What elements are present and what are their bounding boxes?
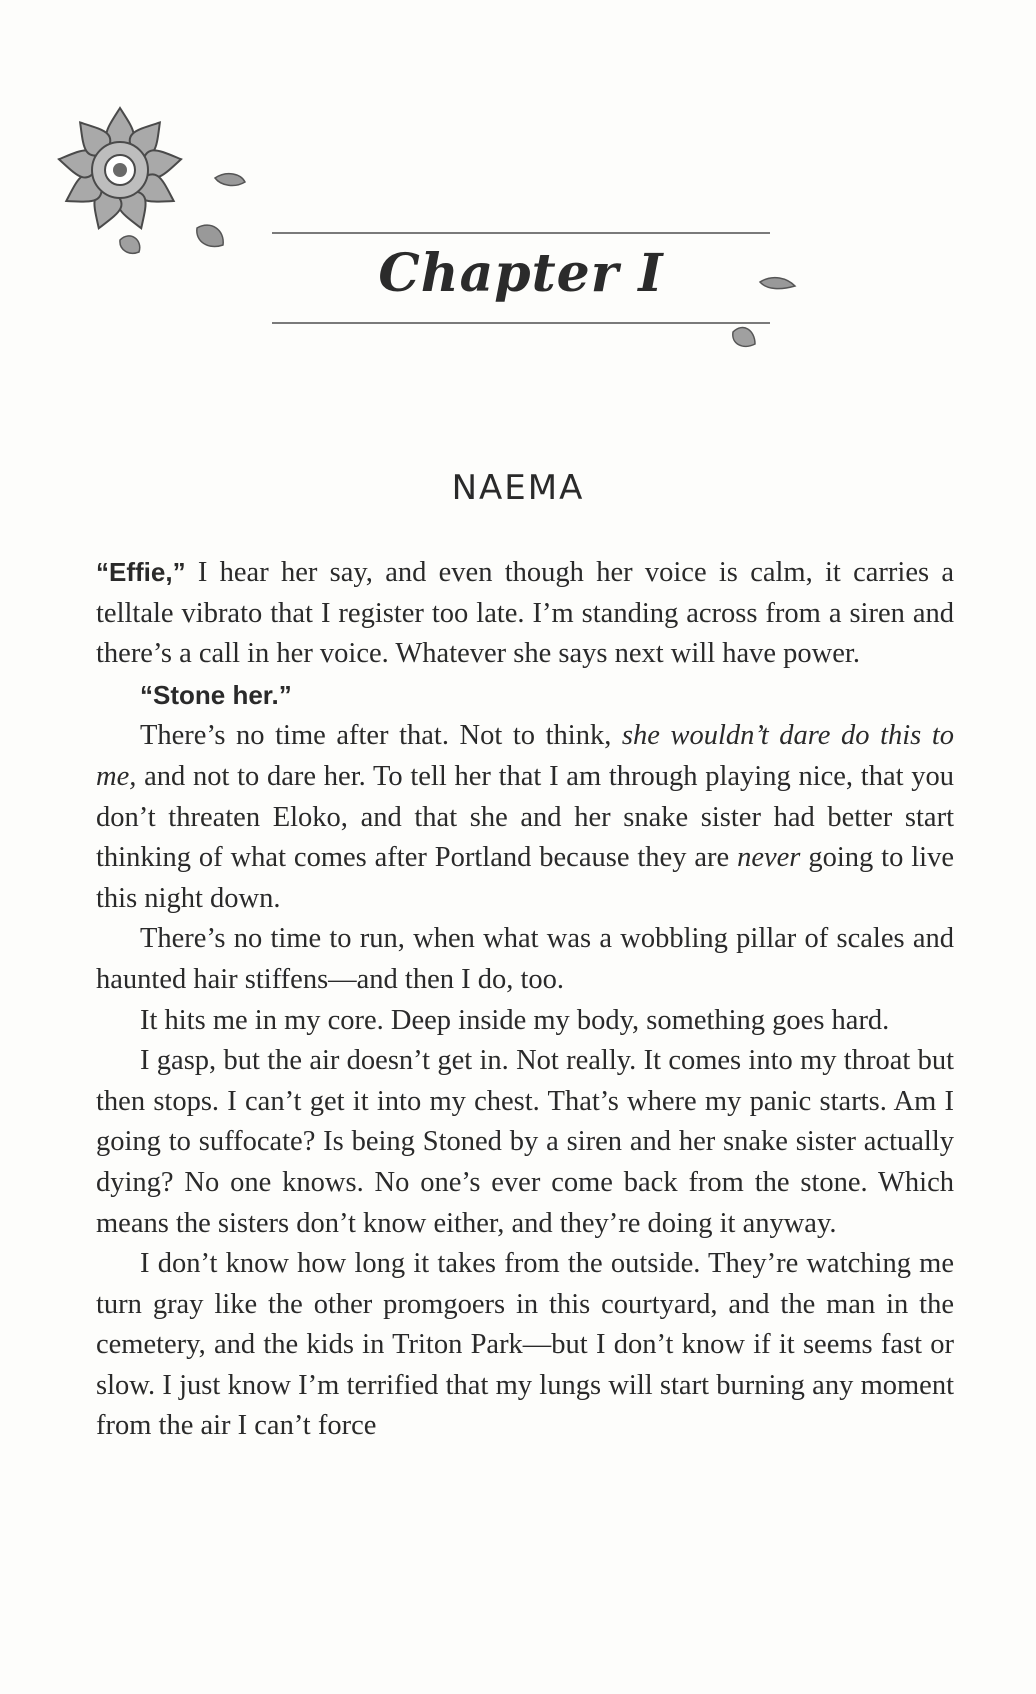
chapter-title: Chapter I <box>378 243 664 304</box>
text-run: never <box>737 842 801 874</box>
text-run: There’s no time after that. Not to think, <box>140 720 622 752</box>
paragraph <box>96 716 954 919</box>
text-run: I hear her say, and even though her voice is calm, it carries a telltale vibrato that I register too late. I’m standing across from a siren and there’s a call in her voice. Whatever she says next will have power. <box>96 557 954 670</box>
paragraph <box>96 1001 954 1042</box>
body-text <box>96 552 954 1447</box>
text-run: There’s no time to run, when what was a wobbling pillar of scales and haunted hair stiffens—and then I do, too. <box>96 923 954 995</box>
paragraph <box>96 1244 954 1447</box>
pov-heading: NAEMA <box>451 468 585 508</box>
text-run: I gasp, but the air doesn’t get in. Not really. It comes into my throat but then stops. I can’t get it into my chest. That’s where my panic starts. Am I going to suffocate? Is being Stoned by a siren and her snake sister actually dying? No one knows. No one’s ever come back from the stone. Which means the sisters don’t know either, and they’re doing it anyway. <box>96 1045 954 1239</box>
paragraph <box>96 919 954 1000</box>
paragraph <box>96 552 954 675</box>
text-run: It hits me in my core. Deep inside my body, something goes hard. <box>140 1004 890 1036</box>
text-run: I don’t know how long it takes from the outside. They’re watching me turn gray like the other promgoers in this courtyard, and the man in the cemetery, and the kids in Triton Park—but I don’t know if it seems fast or slow. I just know I’m terrified that my lungs will start burning any moment from the air I can’t force <box>96 1248 954 1442</box>
paragraph <box>96 1041 954 1244</box>
title-rule-top <box>272 232 770 234</box>
text-run: going to live this night down. <box>96 842 955 914</box>
paragraph <box>96 675 954 717</box>
text-run: “Effie,” <box>96 557 186 587</box>
title-rule-bottom <box>272 322 770 324</box>
text-run: “Stone her.” <box>140 679 292 710</box>
text-run: she wouldn’t dare do this to me, <box>96 720 954 792</box>
text-run: and not to dare her. To tell her that I am through playing nice, that you don’t threaten Eloko, and that she and her snake sister had better start thinking of what comes after Portland because they are <box>96 760 954 874</box>
